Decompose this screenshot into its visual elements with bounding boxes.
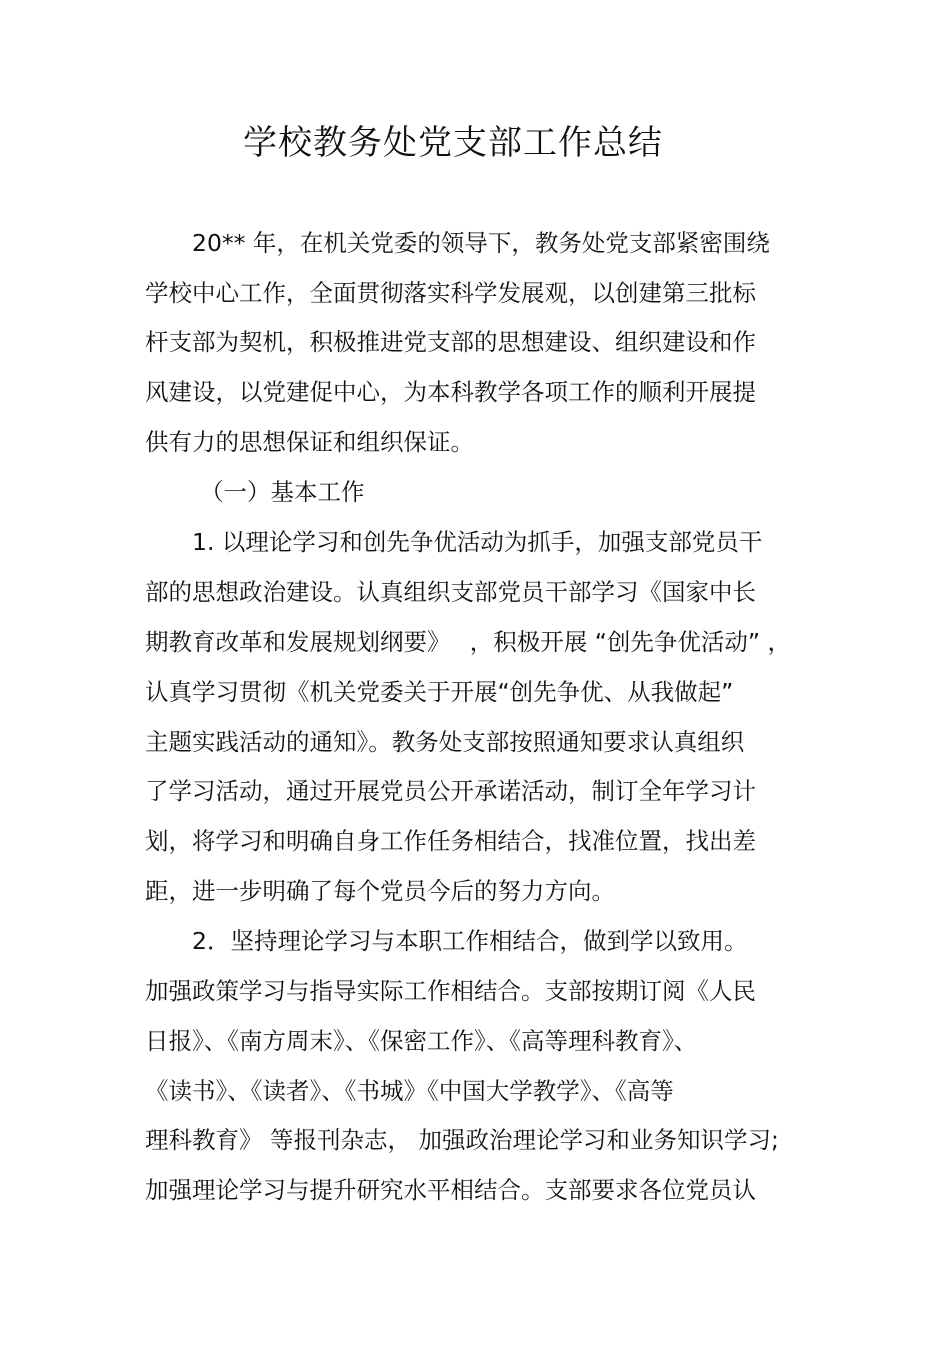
- paragraph-line: 杆支部为契机，积极推进党支部的思想建设、组织建设和作: [145, 328, 756, 356]
- paragraph-line: 加强政策学习与指导实际工作相结合。支部按期订阅《人民: [145, 977, 756, 1005]
- paragraph-line: 2．坚持理论学习与本职工作相结合，做到学以致用。: [192, 927, 748, 955]
- paragraph-line: 距，进一步明确了每个党员今后的努力方向。: [145, 877, 615, 905]
- paragraph-line: 风建设，以党建促中心，为本科教学各项工作的顺利开展提: [145, 378, 756, 406]
- paragraph-line: 划，将学习和明确自身工作任务相结合，找准位置，找出差: [145, 827, 756, 855]
- paragraph-line: 《读书》、《读者》、《书城》《中国大学教学》、《高等: [145, 1077, 674, 1105]
- paragraph-line: 理科教育》 等报刊杂志， 加强政治理论学习和业务知识学习;: [145, 1126, 779, 1154]
- paragraph-line: 加强理论学习与提升研究水平相结合。支部要求各位党员认: [145, 1176, 756, 1204]
- paragraph-line: 学校中心工作，全面贯彻落实科学发展观，以创建第三批标: [145, 279, 756, 307]
- paragraph-line: 了学习活动，通过开展党员公开承诺活动，制订全年学习计: [145, 777, 756, 805]
- paragraph-line: 20** 年，在机关党委的领导下，教务处党支部紧密围绕: [192, 229, 770, 257]
- paragraph-line: 1. 以理论学习和创先争优活动为抓手，加强支部党员干: [192, 528, 763, 556]
- paragraph-line: 部的思想政治建设。认真组织支部党员干部学习《国家中长: [145, 578, 756, 606]
- paragraph-line: 供有力的思想保证和组织保证。: [145, 428, 474, 456]
- document-title: 学校教务处党支部工作总结: [243, 123, 663, 163]
- paragraph-line: 期教育改革和发展规划纲要》 ，积极开展 “创先争优活动” ，: [145, 628, 792, 656]
- paragraph-line: 日报》、《南方周末》、《保密工作》、《高等理科教育》、: [145, 1027, 698, 1055]
- paragraph-line: 主题实践活动的通知》。教务处支部按照通知要求认真组织: [145, 728, 745, 756]
- paragraph-line: 认真学习贯彻《机关党委关于开展“创先争优、从我做起”: [145, 678, 734, 706]
- section-heading: （一）基本工作: [200, 478, 365, 506]
